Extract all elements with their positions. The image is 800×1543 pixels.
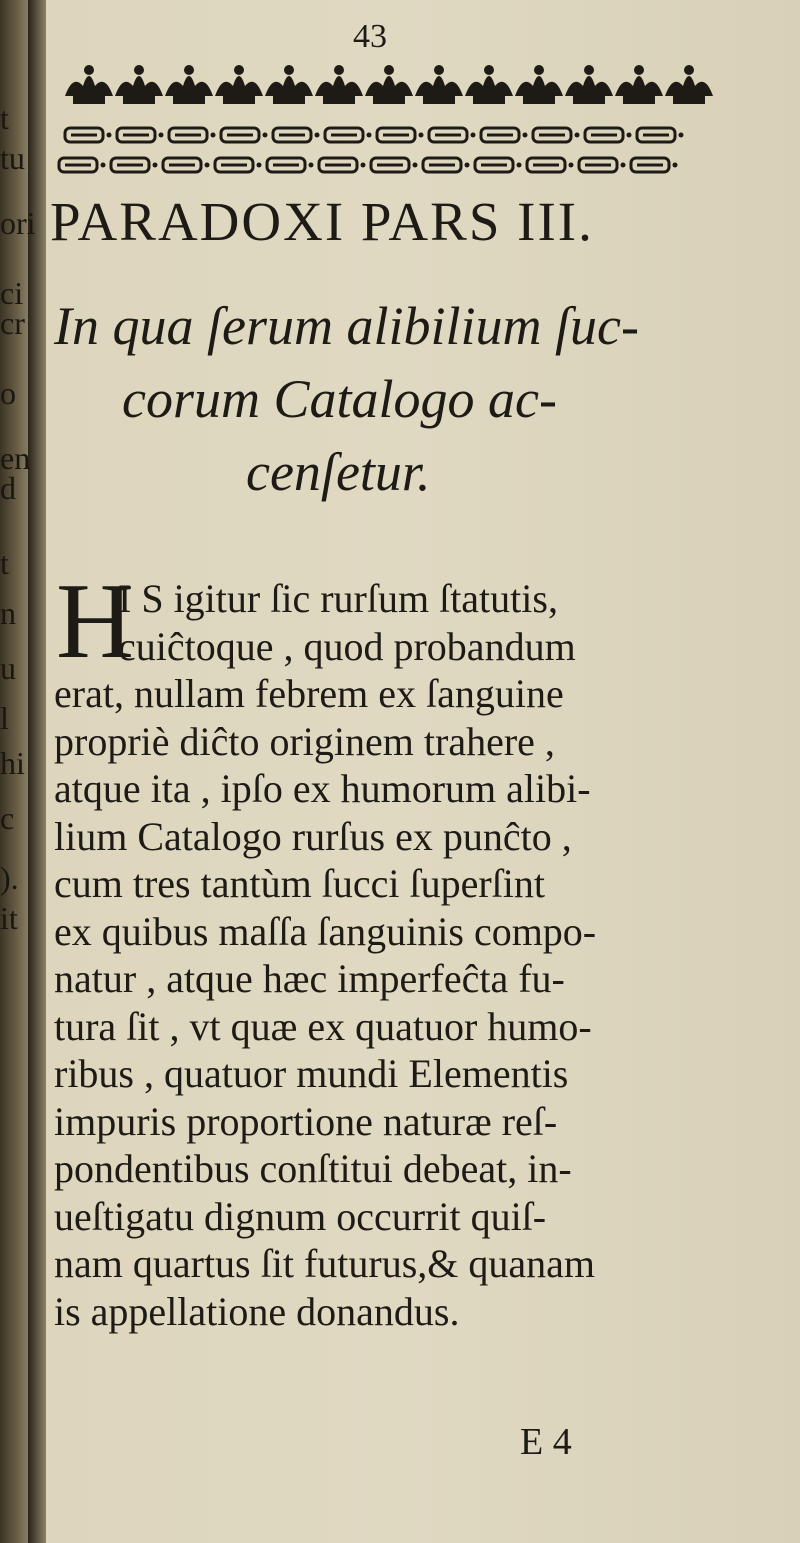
subtitle-line-3: cenſetur. (246, 442, 431, 502)
fleuron-icon (365, 65, 413, 104)
signature-mark: E 4 (520, 1421, 572, 1463)
body-line: ribus , quatuor mundi Elementis (54, 1051, 569, 1096)
fleuron-icon (165, 65, 213, 104)
knot-ornament-icon (429, 128, 476, 142)
bleed-fragment: o (0, 375, 16, 411)
knot-ornament-icon (325, 128, 372, 142)
body-line: cuiĉtoque , quod probandum (118, 623, 576, 669)
section-subtitle (54, 290, 754, 509)
fleuron-icon (665, 65, 713, 104)
knot-ornament-icon (111, 158, 158, 172)
knot-ornament-icon (59, 158, 106, 172)
fleuron-icon (265, 65, 313, 104)
knot-ornament-icon (117, 128, 164, 142)
fleuron-icon (615, 65, 663, 104)
knot-ornament-icon (221, 128, 268, 142)
knot-ornament-icon (377, 128, 424, 142)
fleuron-icon (65, 65, 113, 104)
knot-ornament-icon (585, 128, 632, 142)
body-line: ex quibus maſſa ſanguinis compo- (54, 908, 597, 954)
body-line: cum tres tantùm ſucci ſuperſint (54, 861, 545, 906)
previous-page-bleed (0, 0, 40, 1543)
subtitle-line-1: In qua ſerum alibilium ſuc- (54, 296, 639, 356)
bleed-fragment: l (0, 700, 9, 736)
bleed-fragment: en (0, 440, 31, 476)
body-line: atque ita , ipſo ex humorum alibi- (54, 766, 591, 811)
fleuron-icon (315, 65, 363, 104)
body-line: impuris proportione naturæ reſ- (54, 1098, 558, 1144)
body-line: ueſtigatu dignum occurrit quiſ- (54, 1193, 547, 1239)
body-line: pondentibus conſtitui debeat, in- (54, 1146, 572, 1191)
bleed-fragment: ci (0, 275, 24, 311)
body-line: I S igitur ſic rurſum ſtatutis, (118, 576, 558, 621)
fleuron-icon (565, 65, 613, 104)
knot-ornament-icon (215, 158, 262, 172)
bleed-fragment: u (0, 650, 16, 686)
knot-ornament-icon (169, 128, 216, 142)
bleed-fragment: d (0, 470, 16, 506)
ornament-middle-row (65, 128, 684, 142)
bleed-fragment: c (0, 800, 15, 836)
fleuron-icon (515, 65, 563, 104)
bleed-fragment: ). (0, 860, 19, 896)
fleuron-ornament-band (55, 58, 715, 198)
page-number: 43 (353, 18, 387, 55)
bleed-fragment: cr (0, 305, 25, 341)
knot-ornament-icon (163, 158, 210, 172)
bleed-fragment: t (0, 100, 9, 136)
knot-ornament-icon (631, 158, 678, 172)
body-line: natur , atque hæc imperfeĉta fu- (54, 956, 565, 1001)
subtitle-line-2: corum Catalogo ac- (122, 369, 557, 429)
bleed-fragment: tu (0, 140, 25, 176)
body-line: tura ſit , vt quæ ex quatuor humo- (54, 1003, 592, 1049)
bleed-fragment: it (0, 900, 18, 936)
ornament-bottom-row (59, 158, 678, 172)
body-line: erat, nullam febrem ex ſanguine (54, 671, 564, 716)
bleed-fragment: n (0, 595, 16, 631)
knot-ornament-icon (319, 158, 366, 172)
body-line: lium Catalogo rurſus ex punĉto , (54, 813, 572, 859)
knot-ornament-icon (65, 128, 112, 142)
knot-ornament-icon (533, 128, 580, 142)
drop-cap: H (56, 562, 134, 681)
knot-ornament-icon (637, 128, 684, 142)
ornament-top-row (65, 65, 713, 104)
section-heading: PARADOXI PARS III. (50, 191, 594, 252)
fleuron-icon (465, 65, 513, 104)
fleuron-icon (215, 65, 263, 104)
knot-ornament-icon (579, 158, 626, 172)
knot-ornament-icon (423, 158, 470, 172)
fleuron-icon (115, 65, 163, 104)
knot-ornament-icon (273, 128, 320, 142)
body-line: nam quartus ſit futurus,& quanam (54, 1241, 596, 1286)
bleed-fragment: t (0, 545, 9, 581)
knot-ornament-icon (267, 158, 314, 172)
knot-ornament-icon (371, 158, 418, 172)
bleed-fragment: hi (0, 745, 25, 781)
knot-ornament-icon (475, 158, 522, 172)
body-line: propriè diĉto originem trahere , (54, 718, 555, 764)
knot-ornament-icon (481, 128, 528, 142)
knot-ornament-icon (527, 158, 574, 172)
body-paragraph (54, 575, 754, 1335)
fleuron-icon (415, 65, 463, 104)
body-line: is appellatione donandus. (54, 1288, 460, 1334)
bleed-fragment: ori (0, 205, 36, 241)
